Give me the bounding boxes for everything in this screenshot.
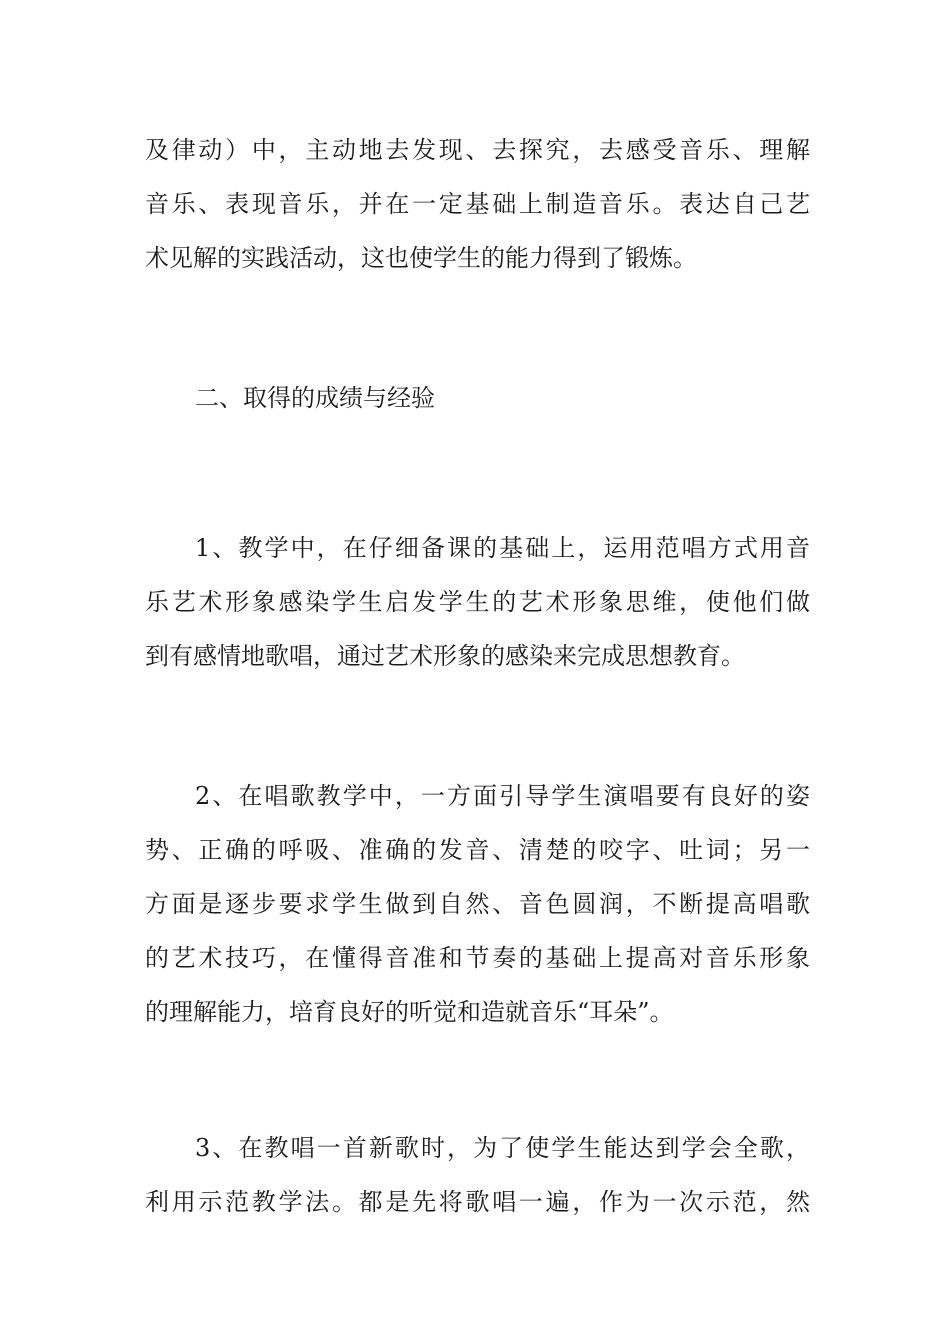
text-line: 及律动）中，主动地去发现、去探究，去感受音乐、理解 [145,136,810,164]
paragraph-item-1 [145,521,810,683]
paragraph-item-3 [145,1121,810,1229]
text-line: 术见解的实践活动，这也使学生的能力得到了锻炼。 [145,244,697,272]
text-line: 势、正确的呼吸、准确的发音、清楚的咬字、吐词；另一 [145,836,810,864]
heading-text: 二、取得的成绩与经验 [195,384,435,412]
text-line: 乐艺术形象感染学生启发学生的艺术形象思维，使他们做 [145,588,810,616]
paragraph-intro [145,123,810,285]
text-line: 方面是逐步要求学生做到自然、音色圆润，不断提高唱歌 [145,890,810,918]
text-line: 利用示范教学法。都是先将歌唱一遍，作为一次示范，然 [145,1188,810,1216]
text-line: 音乐、表现音乐，并在一定基础上制造音乐。表达自己艺 [145,190,810,218]
section-heading [145,371,810,425]
paragraph-item-2 [145,769,810,1039]
text-line: 3、在教唱一首新歌时，为了使学生能达到学会全歌， [195,1134,810,1162]
text-line: 1、教学中，在仔细备课的基础上，运用范唱方式用音 [195,534,810,562]
text-line: 到有感情地歌唱，通过艺术形象的感染来完成思想教育。 [145,642,745,670]
text-line: 的理解能力，培育良好的听觉和造就音乐“耳朵”。 [145,998,674,1026]
text-line: 的艺术技巧，在懂得音准和节奏的基础上提高对音乐形象 [145,944,810,972]
text-line: 2、在唱歌教学中，一方面引导学生演唱要有良好的姿 [195,782,810,810]
